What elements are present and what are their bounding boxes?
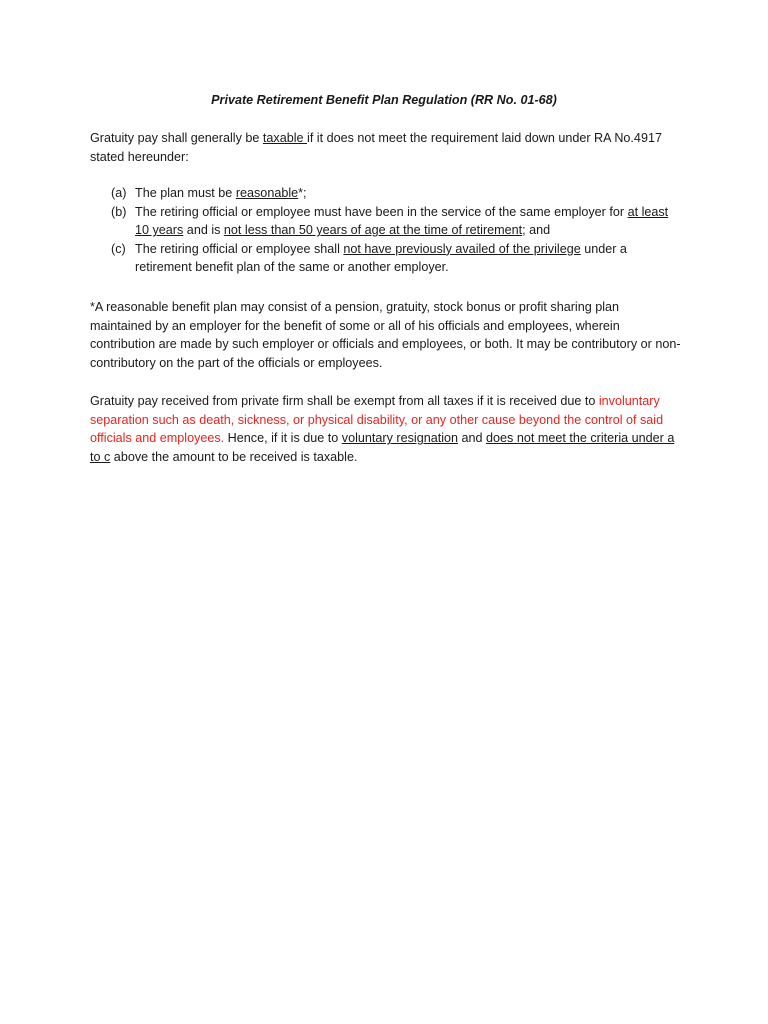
list-marker: (c): [111, 241, 126, 256]
requirement-a-underlined: reasonable: [235, 186, 299, 200]
requirement-b-pre: The retiring official or employee must have been in the service of the same employer for: [135, 204, 628, 219]
list-item: [90, 203, 682, 240]
exemption-text-mid1: Hence, if it is due to: [224, 431, 342, 446]
requirement-b-post: ; and: [522, 223, 551, 238]
requirement-b-underlined-age: not less than 50 years of age at the time of retirement: [223, 223, 523, 238]
list-marker: (b): [111, 204, 127, 219]
definition-paragraph: *A reasonable benefit plan may consist of a pension, gratuity, stock bonus or profit sharing plan maintained by an employer for the benefit of some or all of his officials and employees, wherein contribution are made by such employer or officials and employees, or both. It may be contributory or non-contributory on the part of the officials or employees.: [90, 300, 681, 370]
list-marker: (a): [111, 186, 127, 200]
exemption-text-pre: Gratuity pay received from private firm shall be exempt from all taxes if it is received due to: [90, 394, 599, 408]
exemption-text-post: above the amount to be received is taxable.: [110, 449, 358, 464]
intro-paragraph: [90, 129, 682, 166]
requirement-c-post: under a retirement benefit plan of the same or another employer.: [135, 241, 627, 275]
requirement-c-underlined: not have previously availed of the privilege: [343, 241, 581, 256]
requirement-b-underlined-service: at least 10 years: [135, 204, 669, 238]
taxable-underlined: taxable: [262, 131, 308, 145]
requirement-a-pre: The plan must be: [135, 186, 236, 200]
criteria-underlined: does not meet the criteria under a to c: [90, 431, 675, 464]
exemption-text-mid2: and: [458, 431, 487, 446]
voluntary-resignation-underlined: voluntary resignation: [341, 431, 459, 446]
exemption-highlight-red: involuntary separation such as death, sickness, or physical disability, or any other cause beyond the control of said officials and employees.: [90, 394, 664, 446]
requirements-list: [90, 184, 682, 277]
intro-text-post: if it does not meet the requirement laid down under RA No.4917 stated hereunder:: [90, 131, 662, 164]
document-title: Private Retirement Benefit Plan Regulation (RR No. 01-68): [211, 93, 557, 107]
exemption-paragraph: [90, 392, 682, 466]
requirement-a-post: *;: [298, 186, 307, 200]
list-item: [90, 240, 682, 277]
list-item: [90, 184, 682, 203]
requirement-b-mid: and is: [183, 223, 224, 238]
intro-text-pre: Gratuity pay shall generally be: [90, 131, 263, 145]
requirement-c-pre: The retiring official or employee shall: [135, 241, 344, 256]
